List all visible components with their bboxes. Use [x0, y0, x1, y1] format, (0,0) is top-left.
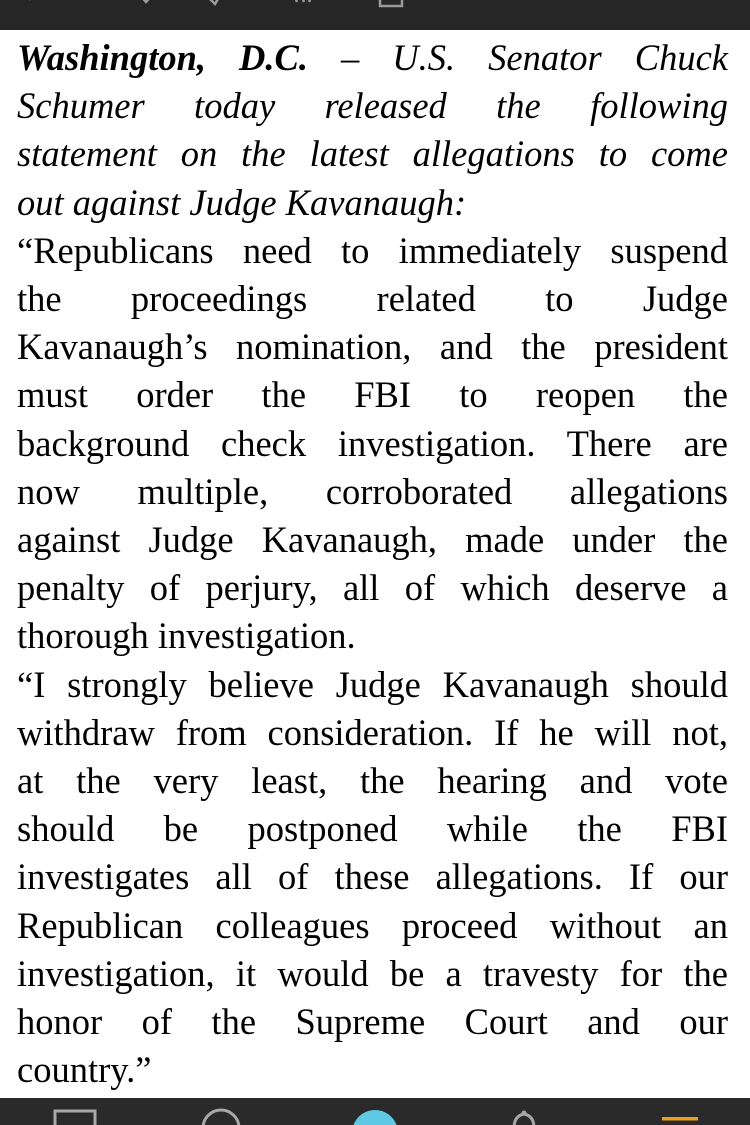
search-icon[interactable]: [198, 1108, 244, 1125]
paragraph-line: now multiple, corroborated allegations: [17, 470, 728, 512]
lead-line: statement on the latest allegations to come: [17, 133, 728, 175]
lead-paragraph: [17, 34, 728, 227]
lead-line: out against Judge Kavanaugh:: [17, 181, 467, 223]
paragraph-line: background check investigation. There are: [17, 422, 728, 464]
lead-line-text: – U.S. Senator Chuck: [308, 37, 729, 78]
notification-icon[interactable]: [506, 1108, 542, 1125]
article-page: [0, 30, 750, 1098]
lead-line: [17, 34, 728, 82]
lead-line: Schumer today released the following: [17, 85, 728, 127]
arrow-icon[interactable]: [135, 0, 157, 10]
paragraph-line: Kavanaugh’s nomination, and the president: [17, 326, 728, 368]
paragraph-line: honor of the Supreme Court and our: [17, 1001, 728, 1043]
menu-icon[interactable]: [660, 1108, 700, 1125]
paragraph-line: country.”: [17, 1049, 152, 1091]
paragraph-line: at the very least, the hearing and vote: [17, 760, 728, 802]
back-icon[interactable]: [24, 0, 46, 10]
paragraph-line: thorough investigation.: [17, 615, 356, 657]
share-icon[interactable]: [205, 0, 227, 10]
paragraph-line: investigation, it would be a travesty for the: [17, 952, 728, 994]
bookmark-icon[interactable]: [378, 0, 404, 10]
more-icon[interactable]: [290, 0, 312, 10]
paragraph-line: against Judge Kavanaugh, made under the: [17, 519, 728, 561]
paragraph-line: “I strongly believe Judge Kavanaugh should: [17, 663, 728, 705]
statement-paragraph-1: [17, 227, 728, 661]
home-icon[interactable]: [352, 1108, 398, 1125]
article-body: [17, 34, 728, 1094]
paragraph-line: the proceedings related to Judge: [17, 278, 728, 320]
dateline: Washington, D.C.: [17, 37, 308, 78]
tab-box-icon[interactable]: [52, 1108, 98, 1125]
paragraph-line: investigates all of these allegations. If our: [17, 856, 728, 898]
paragraph-line: withdraw from consideration. If he will not,: [17, 711, 728, 753]
paragraph-line: should be postponed while the FBI: [17, 808, 728, 850]
top-bar: [0, 0, 750, 30]
paragraph-line: Republican colleagues proceed without an: [17, 904, 728, 946]
bottom-nav-bar: [0, 1098, 750, 1125]
paragraph-line: “Republicans need to immediately suspend: [17, 229, 728, 271]
statement-paragraph-2: [17, 661, 728, 1095]
paragraph-line: penalty of perjury, all of which deserve a: [17, 567, 728, 609]
paragraph-line: must order the FBI to reopen the: [17, 374, 728, 416]
